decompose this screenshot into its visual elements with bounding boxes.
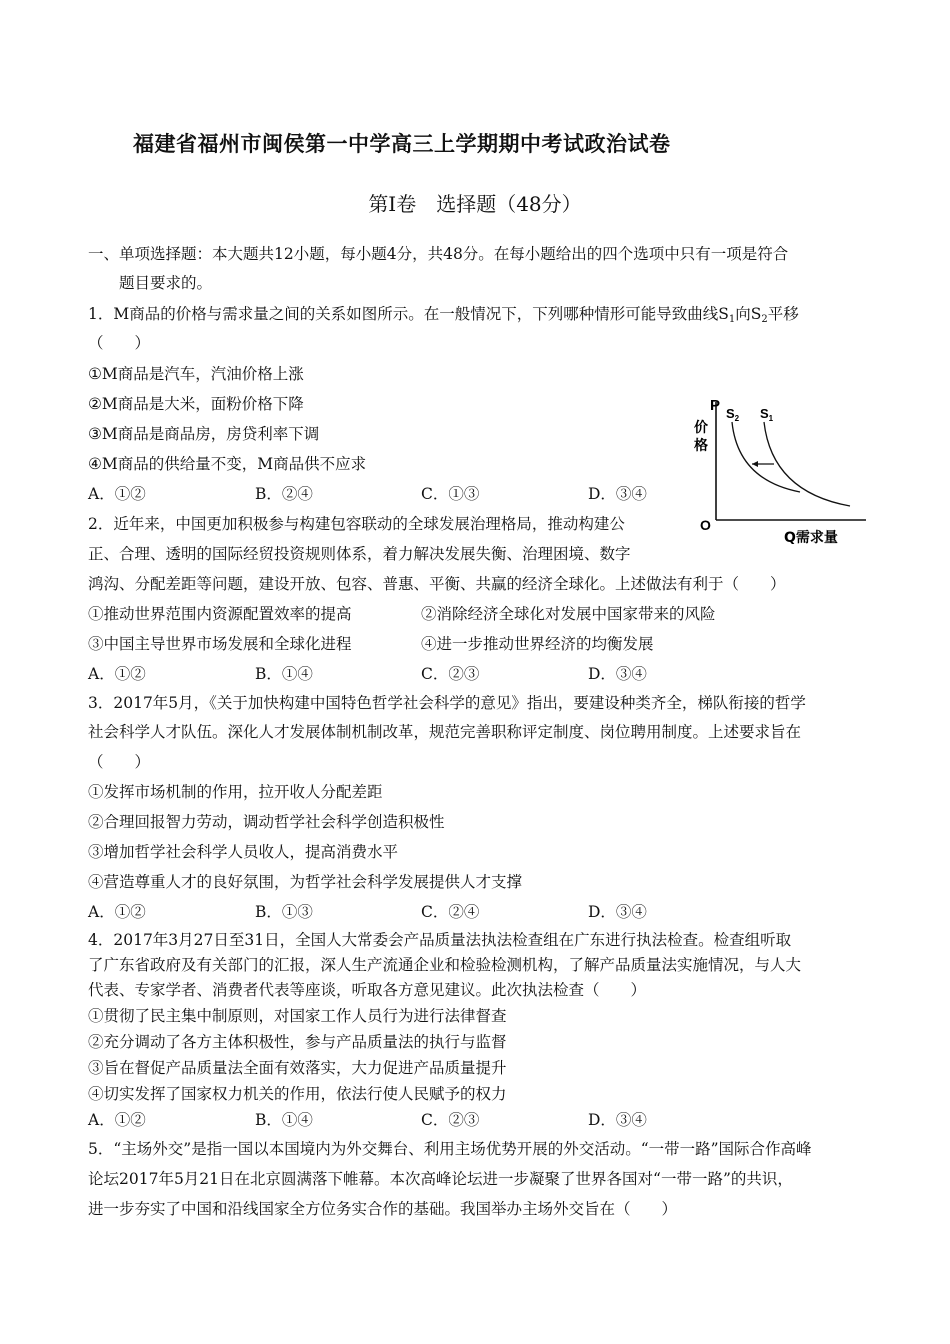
q4-item: ③旨在督促产品质量法全面有效落实，大力促进产品质量提升 bbox=[88, 1059, 507, 1077]
q3-option-a: A．①② bbox=[88, 903, 146, 921]
page-title: 福建省福州市闽侯第一中学高三上学期期中考试政治试卷 bbox=[133, 132, 671, 156]
q4-stem: 4．2017年3月27日至31日，全国人大常委会产品质量法执法检查组在广东进行执法检查。检查组听取 bbox=[88, 931, 792, 949]
q2-item: ②消除经济全球化对发展中国家带来的风险 bbox=[421, 605, 716, 623]
q2-option-d: D．③④ bbox=[588, 665, 647, 683]
y-axis-name-char: 格 bbox=[694, 438, 708, 454]
q3-item: ③增加哲学社会科学人员收人，提高消费水平 bbox=[88, 843, 399, 861]
q3-option-c: C．②④ bbox=[421, 903, 480, 921]
curve-label-s2: $S_2$ bbox=[726, 406, 740, 423]
origin-label: O bbox=[700, 517, 711, 533]
q1-paren: （ ） bbox=[88, 334, 151, 352]
q3-item: ②合理回报智力劳动，调动哲学社会科学创造积极性 bbox=[88, 813, 445, 831]
q2-option-b: B．①④ bbox=[255, 665, 313, 683]
q4-item: ①贯彻了民主集中制原则，对国家工作人员行为进行法律督查 bbox=[88, 1007, 507, 1025]
x-axis-label: Q需求量 bbox=[784, 530, 838, 546]
q2-stem: 2．近年来，中国更加积极参与构建包容联动的全球发展治理格局，推动构建公 bbox=[88, 515, 625, 533]
q2-option-c: C．②③ bbox=[421, 665, 480, 683]
q4-option-a: A．①② bbox=[88, 1111, 146, 1129]
q4-stem: 代表、专家学者、消费者代表等座谈，听取各方意见建议。此次执法检查（ ） bbox=[88, 981, 647, 999]
q3-stem: 3．2017年5月，《关于加快构建中国特色哲学社会科学的意见》指出，要建设种类齐全，梯队衔接的哲学 bbox=[88, 694, 806, 712]
q1-item: ②M商品是大米，面粉价格下降 bbox=[88, 395, 304, 413]
demand-curve-s1 bbox=[764, 422, 850, 506]
q2-stem: 鸿沟、分配差距等问题，建设开放、包容、普惠、平衡、共赢的经济全球化。上述做法有利于（ ） bbox=[88, 575, 786, 593]
instructions-line: 题目要求的。 bbox=[119, 274, 213, 292]
q4-option-b: B．①④ bbox=[255, 1111, 313, 1129]
q3-stem: 社会科学人才队伍。深化人才发展体制机制改革，规范完善职称评定制度、岗位聘用制度。上述要求旨在 bbox=[88, 723, 802, 741]
q2-item: ①推动世界范围内资源配置效率的提高 bbox=[88, 605, 352, 623]
q5-stem: 论坛2017年5月21日在北京圆满落下帷幕。本次高峰论坛进一步凝聚了世界各国对“一带一路”的共识， bbox=[88, 1170, 793, 1188]
q3-option-d: D．③④ bbox=[588, 903, 647, 921]
q5-stem: 进一步夯实了中国和沿线国家全方位务实合作的基础。我国举办主场外交旨在（ ） bbox=[88, 1200, 678, 1218]
q1-option-b: B．②④ bbox=[255, 485, 313, 503]
q2-option-a: A．①② bbox=[88, 665, 146, 683]
q1-option-a: A．①② bbox=[88, 485, 146, 503]
demand-curve-graph bbox=[690, 392, 870, 552]
q4-item: ④切实发挥了国家权力机关的作用，依法行使人民赋予的权力 bbox=[88, 1085, 507, 1103]
q2-stem: 正、合理、透明的国际经贸投资规则体系，着力解决发展失衡、治理困境、数字 bbox=[88, 545, 631, 563]
q1-option-d: D．③④ bbox=[588, 485, 647, 503]
q4-option-c: C．②③ bbox=[421, 1111, 480, 1129]
q2-item: ③中国主导世界市场发展和全球化进程 bbox=[88, 635, 352, 653]
section-title: 第Ⅰ卷 选择题（48分） bbox=[368, 192, 582, 216]
q4-item: ②充分调动了各方主体积极性，参与产品质量法的执行与监督 bbox=[88, 1033, 507, 1051]
q1-item: ①M商品是汽车，汽油价格上涨 bbox=[88, 365, 304, 383]
instructions-line: 一、单项选择题：本大题共12小题，每小题4分，共48分。在每小题给出的四个选项中只有一项是符合 bbox=[88, 245, 789, 263]
q2-item: ④进一步推动世界经济的均衡发展 bbox=[421, 635, 654, 653]
y-axis-symbol: P bbox=[710, 397, 721, 414]
q3-item: ④营造尊重人才的良好氛围，为哲学社会科学发展提供人才支撑 bbox=[88, 873, 523, 891]
q1-item: ③M商品是商品房，房贷利率下调 bbox=[88, 425, 320, 443]
q3-option-b: B．①③ bbox=[255, 903, 313, 921]
q1-stem: 1．M商品的价格与需求量之间的关系如图所示。在一般情况下，下列哪种情形可能导致曲线$S_1$向$S_2$平移 bbox=[88, 305, 799, 325]
shift-arrow-head bbox=[752, 461, 758, 467]
q3-item: ①发挥市场机制的作用，拉开收人分配差距 bbox=[88, 783, 383, 801]
q5-stem: 5．“主场外交”是指一国以本国境内为外交舞台、利用主场优势开展的外交活动。“一带一路”国际合作高峰 bbox=[88, 1140, 812, 1158]
curve-label-s1: $S_1$ bbox=[760, 406, 774, 423]
y-axis-name-char: 价 bbox=[694, 420, 708, 436]
q4-option-d: D．③④ bbox=[588, 1111, 647, 1129]
q1-option-c: C．①③ bbox=[421, 485, 480, 503]
q3-stem: （ ） bbox=[88, 753, 151, 771]
q4-stem: 了广东省政府及有关部门的汇报，深人生产流通企业和检验检测机构，了解产品质量法实施情况，与人大 bbox=[88, 956, 802, 974]
q1-item: ④M商品的供给量不变，M商品供不应求 bbox=[88, 455, 367, 473]
